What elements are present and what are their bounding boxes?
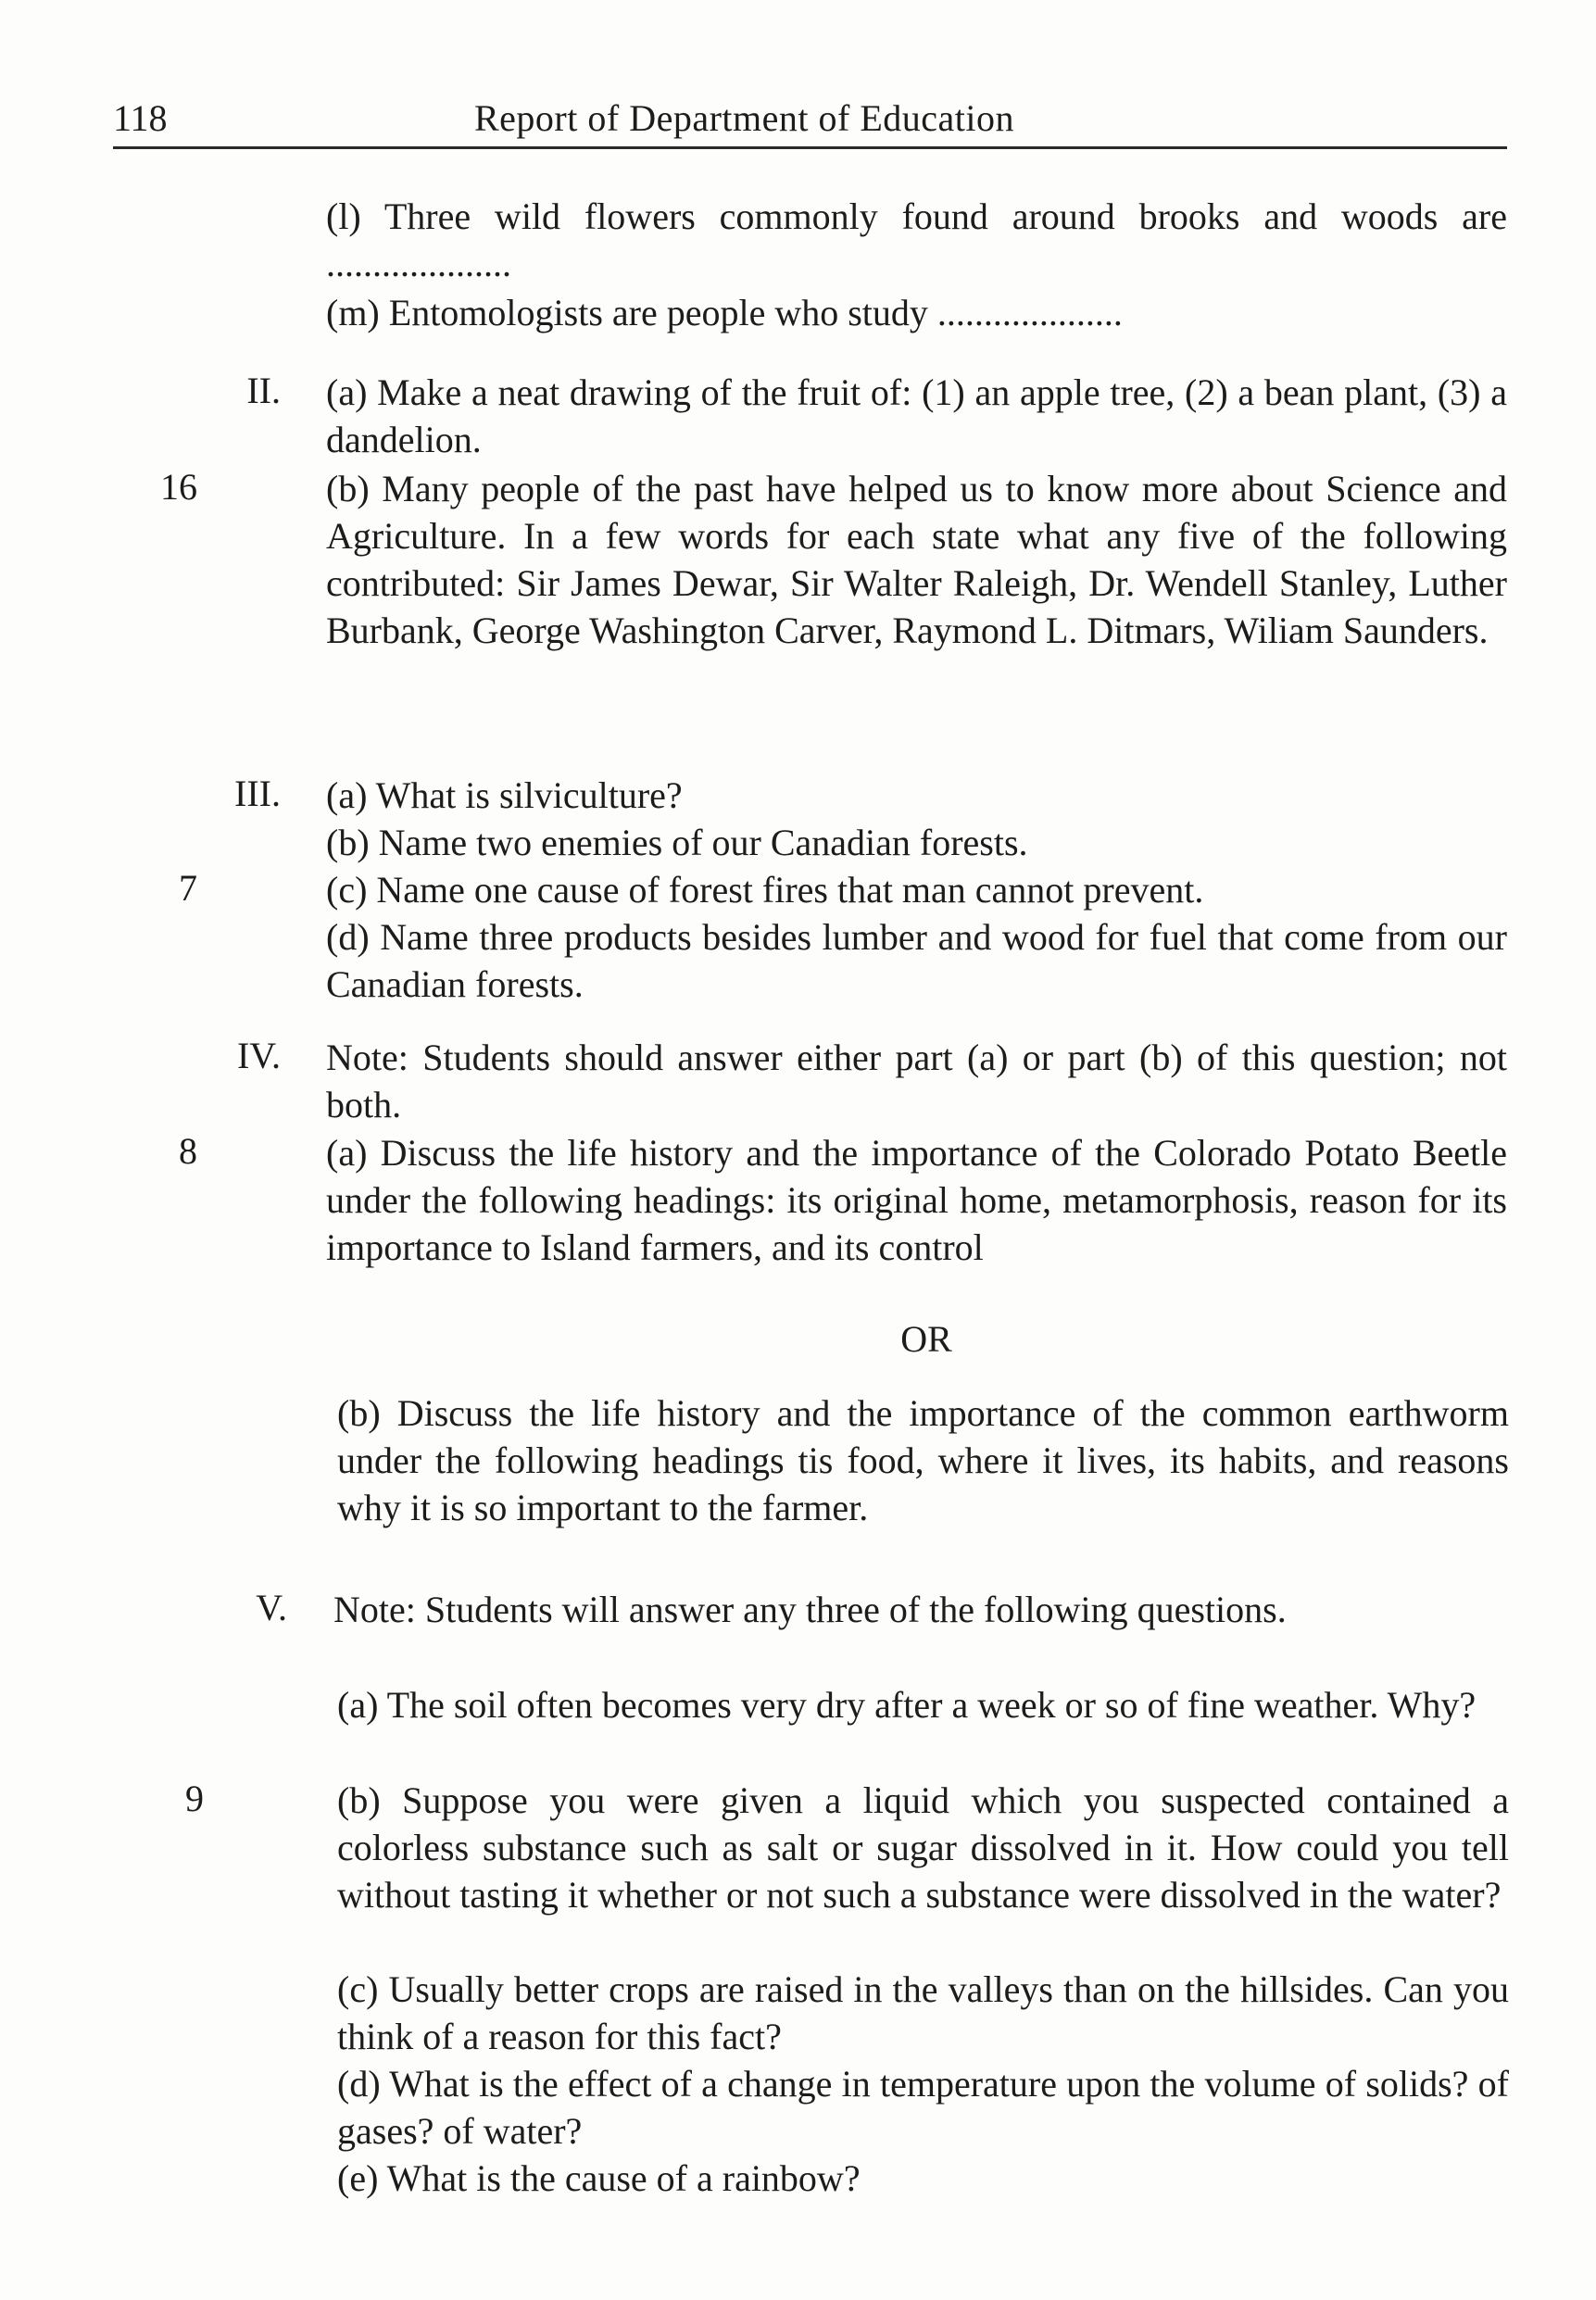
or-separator: OR (900, 1318, 952, 1360)
page-number: 118 (113, 97, 168, 139)
question-number-IV: IV. (236, 1035, 281, 1076)
question-V-note: Note: Students will answer any three of the following questions. (333, 1589, 1287, 1630)
question-IV-a: (a) Discuss the life history and the importance of the Colorado Potato Beetle under the following headings: its original home, metamorphosis, reason for its importance to Island farmers, and its control (326, 1132, 1507, 1268)
question-II-b: (b) Many people of the past have helped us to know more about Science and Agriculture. In a few words for each state what any five of the following contributed: Sir James Dewar, Sir Walter Raleigh, Dr. Wendell Stanley, Luther Burbank, George Washington Carver, Raymond L. Ditmars, Wiliam Saunders. (326, 468, 1507, 651)
marks-IV: 8 (179, 1130, 197, 1172)
question-III-d: (d) Name three products besides lumber and wood for fuel that come from our Canadian forests. (326, 916, 1507, 1005)
question-V-c: (c) Usually better crops are raised in the valleys than on the hillsides. Can you think of a reason for this fact? (337, 1968, 1509, 2057)
question-V-a: (a) The soil often becomes very dry after a week or so of fine weather. Why? (337, 1684, 1477, 1726)
question-number-V: V. (256, 1587, 287, 1628)
marks-III: 7 (179, 867, 197, 909)
question-III-b: (b) Name two enemies of our Canadian forests. (326, 822, 1028, 863)
question-III-c: (c) Name one cause of forest fires that man cannot prevent. (326, 869, 1204, 911)
question-V-d: (d) What is the effect of a change in temperature upon the volume of solids? of gases? of water? (337, 2063, 1509, 2152)
running-title: Report of Department of Education (474, 97, 1014, 139)
question-item-m: (m) Entomologists are people who study .................... (326, 292, 1123, 333)
marks-V: 9 (185, 1778, 204, 1819)
question-item-l: (l) Three wild flowers commonly found around brooks and woods are .................... (326, 195, 1507, 284)
question-V-b: (b) Suppose you were given a liquid which you suspected contained a colorless substance such as salt or sugar dissolved in it. How could you tell without tasting it whether or not such a substance were dissolved in the water? (337, 1779, 1509, 1916)
question-IV-b: (b) Discuss the life history and the importance of the common earthworm under the following headings tis food, where it lives, its habits, and reasons why it is so important to the farmer. (337, 1392, 1509, 1528)
marks-II: 16 (160, 466, 197, 508)
question-number-II: II. (246, 370, 281, 411)
question-number-III: III. (234, 773, 281, 814)
question-V-e: (e) What is the cause of a rainbow? (337, 2157, 861, 2199)
question-IV-note: Note: Students should answer either part (a) or part (b) of this question; not both. (326, 1037, 1507, 1125)
question-III-a: (a) What is silviculture? (326, 774, 683, 816)
question-II-a: (a) Make a neat drawing of the fruit of: (1) an apple tree, (2) a bean plant, (3) a dandelion. (326, 371, 1507, 460)
